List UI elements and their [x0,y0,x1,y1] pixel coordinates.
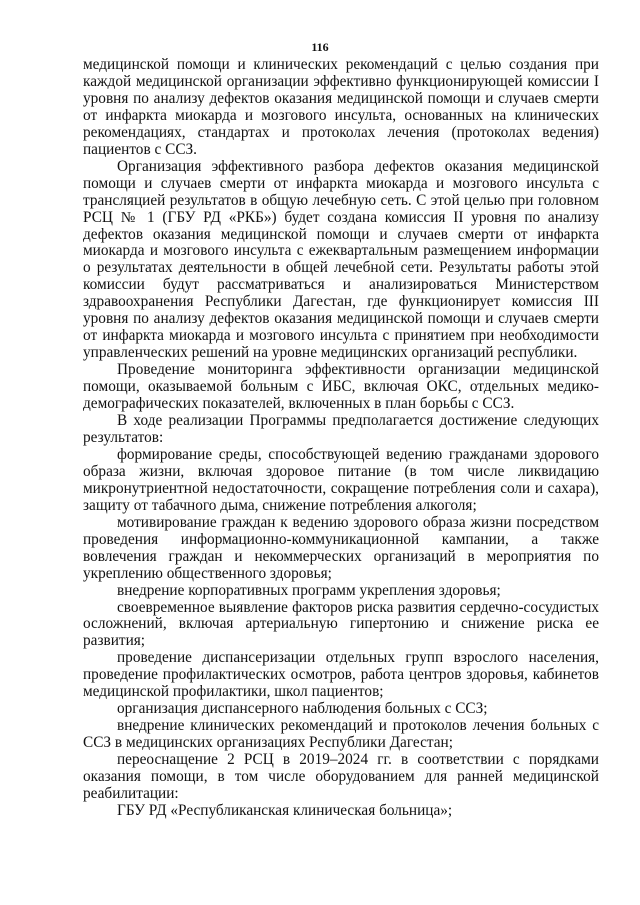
list-item: формирование среды, способствующей ведению гражданами здорового образа жизни, включая здоровое питание (в том числе ликвидацию микронутриентной недостаточности, сокращение потребления соли и сахара), защиту от табачного дыма, снижение потребления алкоголя; [83,445,599,514]
paragraph: медицинской помощи и клинических рекомендаций с целью создания при каждой медицинской организации эффективно функционирующей комиссии I уровня по анализу дефектов оказания медицинской помощи и случаев смерти от инфаркта миокарда и мозгового инсульта, основанных на клинических рекомендациях, стандартах и протоколах лечения (протоколах ведения) пациентов с ССЗ. [83,56,599,158]
list-item: переоснащение 2 РСЦ в 2019–2024 гг. в соответствии с порядками оказания помощи, в том числе оборудованием для ранней медицинской реабилитации: [83,751,599,802]
page-number: 116 [311,40,329,54]
paragraph: В ходе реализации Программы предполагается достижение следующих результатов: [83,412,599,446]
paragraph: Организация эффективного разбора дефектов оказания медицинской помощи и случаев смерти от инфаркта миокарда и мозгового инсульта с трансляцией результатов в общую лечебную сеть. С этой целью при головном РСЦ № 1 (ГБУ РД «РКБ») будет создана комиссия II уровня по анализу дефектов оказания медицинской помощи и случаев смерти от инфаркта миокарда и мозгового инсульта с ежеквартальным размещением информации о результатах деятельности в общей лечебной сети. Результаты работы этой комиссии будут рассматриваться и анализироваться Министерством здравоохранения Республики Дагестан, где функционирует комиссия III уровня по анализу дефектов оказания медицинской помощи и случаев смерти от инфаркта миокарда и мозгового инсульта с принятием при необходимости управленческих решений на уровне медицинских организаций республики. [83,157,599,362]
list-item: внедрение корпоративных программ укрепления здоровья; [117,581,501,599]
list-item: мотивирование граждан к ведению здорового образа жизни посредством проведения информационно-коммуникационной кампании, а также вовлечения граждан и некоммерческих организаций в мероприятия по укреплению общественного здоровья; [83,513,599,582]
document-body [83,57,599,820]
paragraph: Проведение мониторинга эффективности организации медицинской помощи, оказываемой больным с ИБС, включая ОКС, отдельных медико-демографических показателей, включенных в план борьбы с ССЗ. [83,361,599,413]
list-item: проведение диспансеризации отдельных групп взрослого населения, проведение профилактических осмотров, работа центров здоровья, кабинетов медицинской профилактики, школ пациентов; [83,649,599,701]
list-item: ГБУ РД «Республиканская клиническая больница»; [117,801,453,819]
list-item: своевременное выявление факторов риска развития сердечно-сосудистых осложнений, включая артериальную гипертонию и снижение риска ее развития; [83,598,599,650]
list-item: внедрение клинических рекомендаций и протоколов лечения больных с ССЗ в медицинских организациях Республики Дагестан; [83,717,599,752]
list-item: организация диспансерного наблюдения больных с ССЗ; [117,700,488,718]
